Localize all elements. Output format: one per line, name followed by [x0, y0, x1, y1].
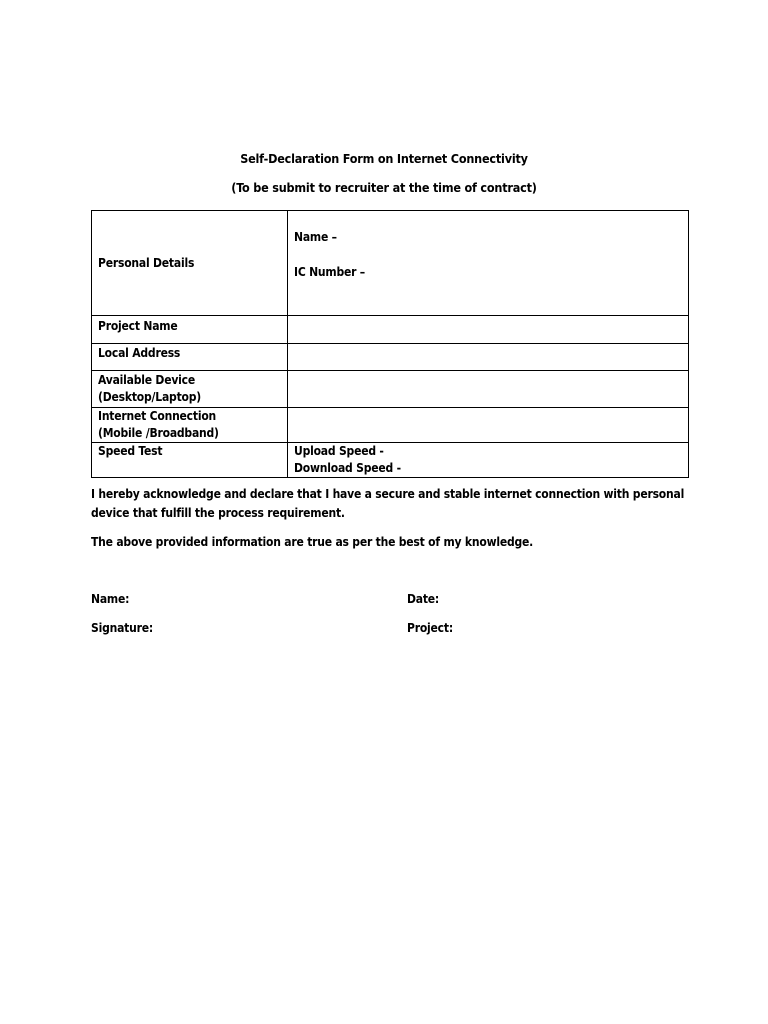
available-device-sublabel: (Desktop/Laptop) — [98, 390, 202, 404]
project-name-label: Project Name — [92, 316, 288, 344]
speed-test-value-cell[interactable] — [288, 443, 689, 478]
personal-details-label: Personal Details — [92, 211, 288, 316]
name-field-label: Name – — [294, 230, 337, 244]
table-row-speed-test — [92, 443, 689, 478]
ic-number-field-label: IC Number – — [294, 265, 365, 279]
available-device-label-cell — [92, 371, 288, 408]
internet-connection-label-cell — [92, 408, 288, 443]
table-row-available-device — [92, 371, 689, 408]
signature-name-label: Name: — [91, 592, 130, 606]
declaration-line-1: I hereby acknowledge and declare that I have a secure and stable internet connection with personal — [91, 487, 685, 501]
personal-details-value-cell[interactable] — [288, 211, 689, 316]
table-row-local-address — [92, 344, 689, 371]
project-name-value[interactable] — [288, 316, 689, 344]
truth-statement: The above provided information are true as per the best of my knowledge. — [91, 535, 534, 549]
download-speed-label: Download Speed - — [294, 461, 401, 475]
speed-test-label: Speed Test — [92, 443, 288, 478]
internet-connection-sublabel: (Mobile /Broadband) — [98, 426, 219, 440]
signature-date-label: Date: — [407, 592, 440, 606]
available-device-value[interactable] — [288, 371, 689, 408]
local-address-label: Local Address — [92, 344, 288, 371]
signature-project-label: Project: — [407, 621, 453, 635]
available-device-label: Available Device — [98, 373, 195, 387]
form-title: Self-Declaration Form on Internet Connectivity — [240, 151, 528, 166]
table-row-project-name — [92, 316, 689, 344]
internet-connection-value[interactable] — [288, 408, 689, 443]
table-row-internet-connection — [92, 408, 689, 443]
declaration-paragraph — [91, 485, 691, 523]
table-row-personal-details — [92, 211, 689, 316]
spacer — [294, 246, 682, 264]
upload-speed-label: Upload Speed - — [294, 444, 384, 458]
internet-connection-label: Internet Connection — [98, 409, 217, 423]
declaration-table — [91, 210, 689, 478]
local-address-value[interactable] — [288, 344, 689, 371]
declaration-line-2: device that fulfill the process requirement. — [91, 506, 345, 520]
form-subtitle: (To be submit to recruiter at the time of contract) — [231, 180, 537, 195]
signature-label: Signature: — [91, 621, 153, 635]
